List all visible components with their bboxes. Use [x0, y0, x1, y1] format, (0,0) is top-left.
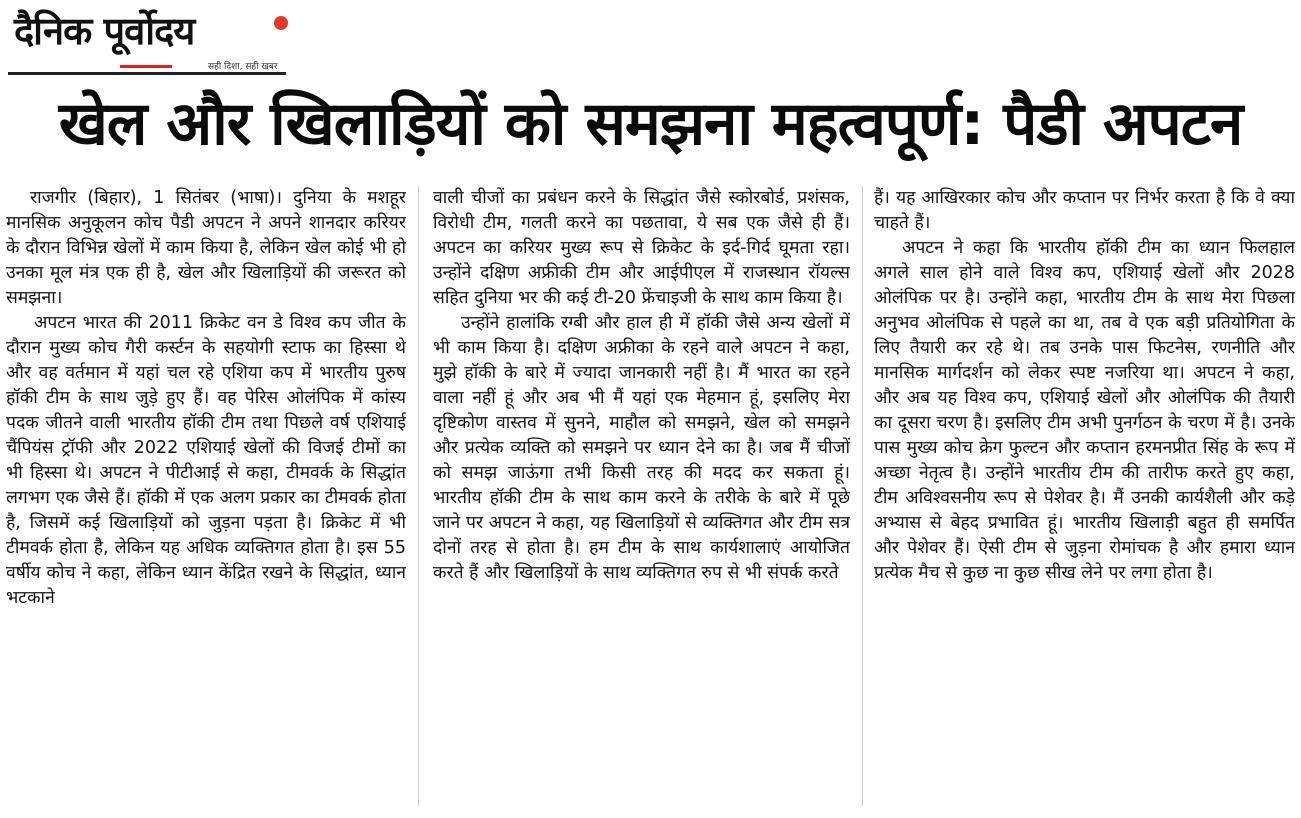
masthead-accent-rule [120, 65, 172, 68]
article-body [0, 186, 1301, 818]
article-headline: खेल और खिलाड़ियों को समझना महत्वपूर्ण: पैडी अपटन [58, 89, 1243, 159]
logo-dot-icon [274, 16, 288, 30]
article-column-1 [6, 186, 406, 818]
masthead [8, 4, 288, 74]
column-divider [418, 186, 419, 806]
newspaper-tagline: सही दिशा, सही खबर [208, 62, 278, 72]
column-divider [862, 186, 863, 806]
article-column-3 [874, 186, 1295, 818]
paragraph: वाली चीजों का प्रबंधन करने के सिद्धांत जैसे स्कोरबोर्ड, प्रशंसक, विरोधी टीम, गलती करने का पछतावा, ये सब एक जैसे ही हैं। अपटन का करियर मुख्य रूप से क्रिकेट के इर्द-गिर्द घूमता रहा। उन्होंने दक्षिण अफ्रीकी टीम और आईपीएल में राजस्थान रॉयल्स सहित दुनिया भर की कई टी-20 फ्रेंचाइजी के साथ काम किया है। [433, 188, 850, 308]
paragraph: राजगीर (बिहार), 1 सितंबर (भाषा)। दुनिया के मशहूर मानसिक अनुकूलन कोच पैडी अपटन ने अपने शानदार करियर के दौरान विभिन्न खेलों में काम किया है, लेकिन खेल कोई भी हो उनका मूल मंत्र एक ही है, खेल और खिलाड़ियों की जरूरत को समझना। [6, 188, 406, 308]
article-column-2 [433, 186, 850, 818]
paragraph: उन्होंने हालांकि रग्बी और हाल ही में हॉकी जैसे अन्य खेलों में भी काम किया है। दक्षिण अफ्रीका के रहने वाले अपटन ने कहा, मुझे हॉकी के बारे में ज्यादा जानकारी नहीं है। मैं भारत का रहने वाला नहीं हूं और अब भी मैं यहां एक मेहमान हूं, इसलिए मेरा दृष्टिकोण वास्तव में सुनने, माहौल को समझने, खेल को समझने और प्रत्येक व्यक्ति को समझने पर ध्यान देने का है। जब मैं चीजों को समझ जाऊंगा तभी किसी तरह की मदद कर सकता हूं। भारतीय हॉकी टीम के साथ काम करने के तरीके के बारे में पूछे जाने पर अपटन ने कहा, यह खिलाड़ियों से व्यक्तिगत और टीम सत्र दोनों तरह से होता है। हम टीम के साथ कार्यशालाएं आयोजित करते हैं और खिलाड़ियों के साथ व्यक्तिगत रुप से भी संपर्क करते [433, 313, 850, 583]
paragraph: अपटन ने कहा कि भारतीय हॉकी टीम का ध्यान फिलहाल अगले साल होने वाले विश्व कप, एशियाई खेलों और 2028 ओलंपिक पर है। उन्होंने कहा, भारतीय टीम के साथ मेरा पिछला अनुभव ओलंपिक से पहले का था, तब वे एक बड़ी प्रतियोगिता के लिए तैयारी कर रहे थे। तब उनके पास फिटनेस, रणनीति और मानसिक मार्गदर्शन को लेकर स्पष्ट नजरिया था। अपटन ने कहा, और अब यह विश्व कप, एशियाई खेलों और ओलंपिक की तैयारी का दूसरा चरण है। इसलिए टीम अभी पुनर्गठन के चरण में है। उनके पास मुख्य कोच क्रेग फुल्टन और कप्तान हरमनप्रीत सिंह के रूप में अच्छा नेतृत्व है। उन्होंने भारतीय टीम की तारीफ करते हुए कहा, टीम अविश्वसनीय रूप से पेशेवर है। मैं उनकी कार्यशैली और कड़े अभ्यास से बेहद प्रभावित हूं। भारतीय खिलाड़ी बहुत ही समर्पित और पेशेवर हैं। ऐसी टीम से जुड़ना रोमांचक है और हमारा ध्यान प्रत्येक मैच से कुछ ना कुछ सीख लेने पर लगा होता है। [874, 238, 1295, 583]
paragraph: हैं। यह आखिरकार कोच और कप्तान पर निर्भर करता है कि वे क्या चाहते हैं। [874, 188, 1295, 233]
newspaper-name: दैनिक पूर्वोदय [14, 9, 195, 53]
paragraph: अपटन भारत की 2011 क्रिकेट वन डे विश्व कप जीत के दौरान मुख्य कोच गैरी कर्स्टन के सहयोगी स्टाफ का हिस्सा थे और वह वर्तमान में यहां चल रहे एशिया कप में भारतीय पुरुष हॉकी टीम के साथ जुड़े हुए हैं। वह पेरिस ओलंपिक में कांस्य पदक जीतने वाली भारतीय हॉकी टीम तथा पिछले वर्ष एशियाई चैंपियंस ट्रॉफी और 2022 एशियाई खेलों की विजई टीमों का भी हिस्सा थे। अपटन ने पीटीआई से कहा, टीमवर्क के सिद्धांत लगभग एक जैसे हैं। हॉकी में एक अलग प्रकार का टीमवर्क होता है, जिसमें कई खिलाड़ियों को जुड़ना पड़ता है। क्रिकेट में भी टीमवर्क होता है, लेकिन यह अधिक व्यक्तिगत होता है। इस 55 वर्षीय कोच ने कहा, लेकिन ध्यान केंद्रित रखने के सिद्धांत, ध्यान भटकाने [6, 313, 406, 608]
masthead-rule [8, 72, 286, 75]
